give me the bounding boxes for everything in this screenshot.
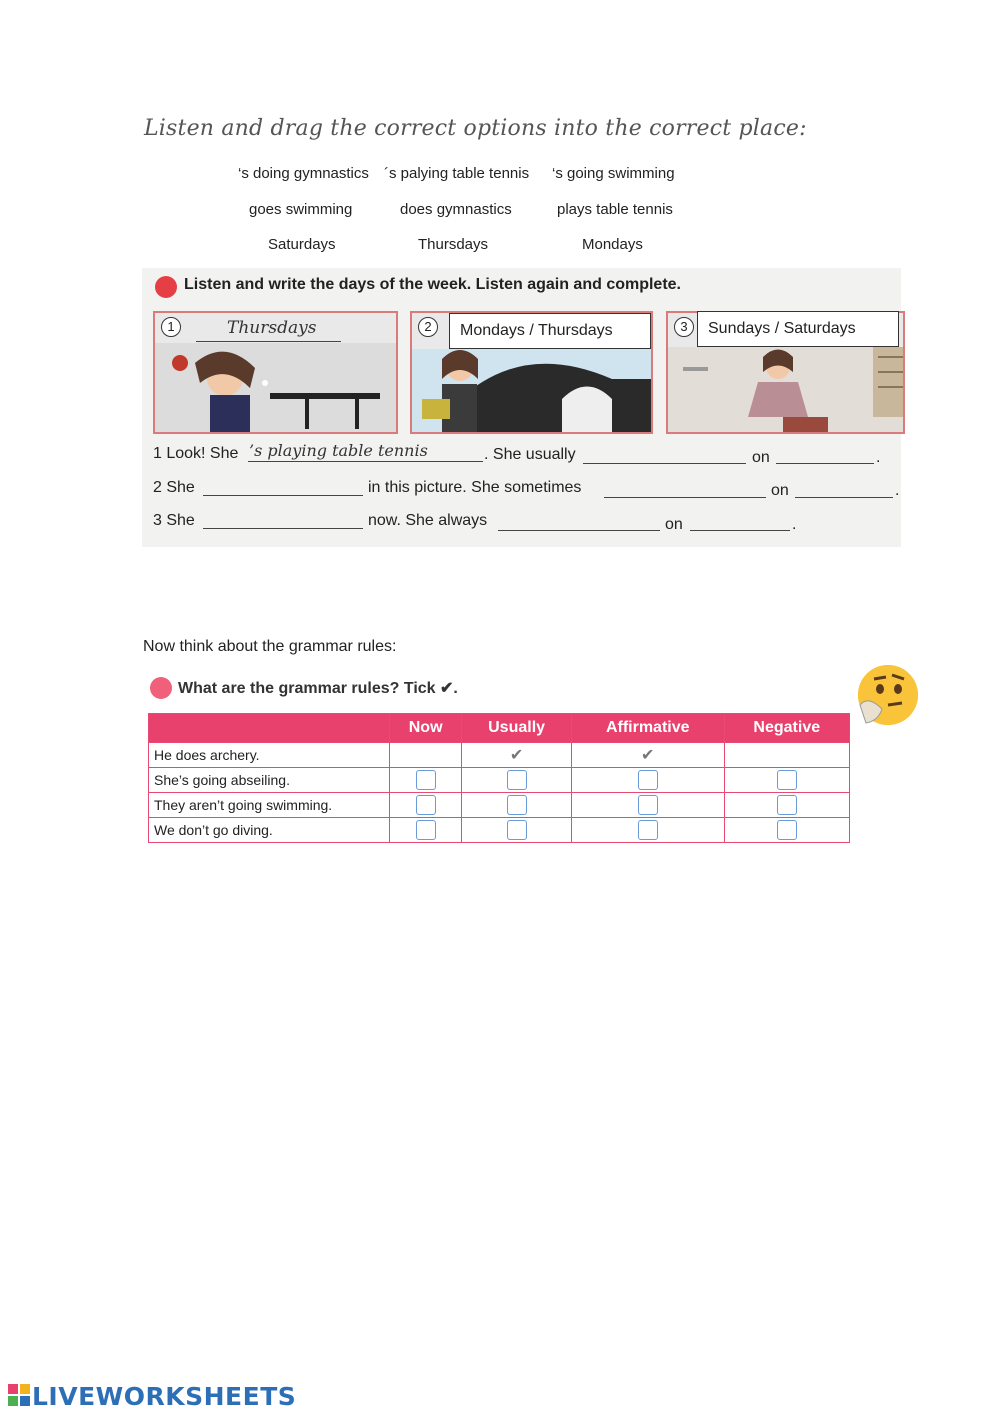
panel-number: 3 [674, 317, 694, 337]
column-header-usually: Usually [462, 714, 572, 743]
table-row [149, 818, 850, 843]
checkbox-now[interactable] [416, 820, 436, 840]
table-row [149, 743, 850, 768]
drop-line-day-2[interactable] [795, 497, 893, 498]
checkbox-affirmative[interactable] [638, 820, 658, 840]
sentence-3-start: 3 She [153, 512, 195, 529]
drop-line-usually-1[interactable] [583, 463, 746, 464]
drop-line-day-3[interactable] [690, 530, 790, 531]
row-sentence: We don’t go diving. [149, 818, 390, 843]
sentence-end: . [876, 449, 881, 466]
answer-line [248, 461, 483, 462]
thinking-face-icon [858, 665, 918, 725]
sentence-3-mid: now. She always [368, 512, 488, 529]
checkbox-negative[interactable] [777, 795, 797, 815]
cell-negative [724, 743, 849, 768]
gymnastics-illustration [668, 347, 903, 432]
drag-option[interactable]: goes swimming [249, 201, 353, 218]
drag-option[interactable]: does gymnastics [400, 201, 512, 218]
sentence-2-start: 2 She [153, 479, 195, 496]
liveworksheets-logo-icon [8, 1384, 30, 1406]
exercise-heading: Listen and write the days of the week. Listen again and complete. [184, 276, 681, 293]
checkbox-now[interactable] [416, 770, 436, 790]
sentence-2-mid: in this picture. She sometimes [368, 479, 582, 496]
drag-option[interactable]: ´s palying table tennis [384, 165, 530, 182]
checkbox-usually[interactable] [507, 770, 527, 790]
row-sentence: She’s going abseiling. [149, 768, 390, 793]
sentence-on: on [771, 482, 789, 499]
checkbox-affirmative[interactable] [638, 770, 658, 790]
grammar-heading: What are the grammar rules? Tick ✔. [178, 680, 458, 697]
sentence-1-answer: ’s playing table tennis [249, 441, 428, 460]
cell-affirmative [571, 743, 724, 768]
grammar-table [148, 713, 850, 843]
drag-option[interactable]: ‘s doing gymnastics [238, 165, 369, 182]
drag-option[interactable]: Thursdays [418, 236, 489, 253]
check-mark-icon: ✔ [641, 747, 655, 764]
drag-option[interactable]: ‘s going swimming [552, 165, 675, 182]
drop-line-now-2[interactable] [203, 495, 363, 496]
drop-line-usually-3[interactable] [498, 530, 660, 531]
checkbox-negative[interactable] [777, 820, 797, 840]
checkbox-negative[interactable] [777, 770, 797, 790]
lightbulb-icon [150, 677, 172, 699]
drag-option[interactable]: Saturdays [268, 236, 336, 253]
instruction-title: Listen and drag the correct options into the correct place: [144, 116, 807, 141]
answer-line [196, 341, 341, 342]
column-header-now: Now [390, 714, 462, 743]
row-sentence: He does archery. [149, 743, 390, 768]
panel-number: 1 [161, 317, 181, 337]
drop-line-usually-2[interactable] [604, 497, 766, 498]
column-header-negative: Negative [724, 714, 849, 743]
sentence-end: . [895, 482, 900, 499]
table-row [149, 793, 850, 818]
checkbox-now[interactable] [416, 795, 436, 815]
sentence-1-mid: . She usually [484, 446, 576, 463]
drag-option[interactable]: Mondays [582, 236, 643, 253]
checkbox-usually[interactable] [507, 820, 527, 840]
liveworksheets-logo[interactable]: LIVEWORKSHEETS [32, 1382, 297, 1411]
column-header [149, 714, 390, 743]
swimming-pool-illustration [412, 349, 651, 432]
audio-track-icon [155, 276, 177, 298]
table-tennis-illustration [155, 343, 396, 432]
sentence-on: on [752, 449, 770, 466]
drop-zone-day-2[interactable]: Mondays / Thursdays [449, 313, 651, 349]
row-sentence: They aren’t going swimming. [149, 793, 390, 818]
column-header-affirmative: Affirmative [571, 714, 724, 743]
table-row [149, 768, 850, 793]
sentence-1-start: 1 Look! She [153, 445, 239, 462]
sentence-on: on [665, 516, 683, 533]
cell-usually [462, 743, 572, 768]
drag-option[interactable]: plays table tennis [557, 201, 673, 218]
cell-now [390, 743, 462, 768]
drop-zone-day-3[interactable]: Sundays / Saturdays [697, 311, 899, 347]
panel-number: 2 [418, 317, 438, 337]
grammar-intro: Now think about the grammar rules: [143, 638, 397, 655]
drop-line-now-3[interactable] [203, 528, 363, 529]
table-header-row [149, 714, 850, 743]
checkbox-usually[interactable] [507, 795, 527, 815]
check-mark-icon: ✔ [509, 747, 524, 764]
checkbox-affirmative[interactable] [638, 795, 658, 815]
answer-day-1: Thursdays [227, 318, 317, 338]
drop-line-day-1[interactable] [776, 463, 874, 464]
sentence-end: . [792, 516, 797, 533]
